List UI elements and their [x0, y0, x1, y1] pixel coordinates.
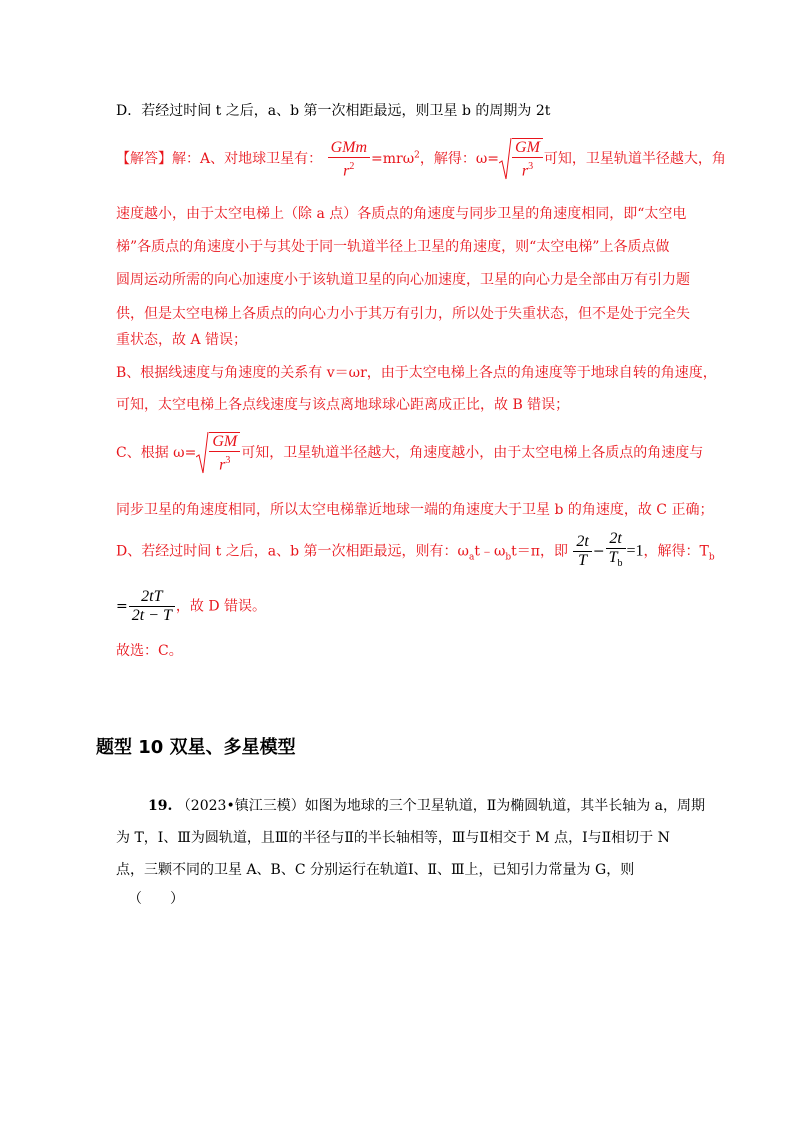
- answer-line-10: 同步卫星的角速度相同，所以太空电梯靠近地球一端的角速度大于卫星 b 的角速度，故 C 正确；: [116, 502, 714, 518]
- question-number: 19.: [148, 798, 173, 814]
- answer-line-7: B、根据线速度与角速度的关系有 v＝ωr，由于太空电梯上各点的角速度等于地球自转的角速度，: [116, 365, 717, 381]
- sqrt-gm-r3: $\frac{GM}{r^3}$: [499, 138, 544, 180]
- fraction-gmm-r2: $\frac{\text{GMm}}{r^2}$: [328, 139, 370, 180]
- answer-tag: 【解答】: [116, 151, 172, 168]
- answer-line-1: 【解答】解：A、对地球卫星有： $\frac{\text{GMm}}{r^2}$ =mrω$^2$，解得：ω= $\frac{GM}{r^3}$ 可知，卫星轨道半径越大，角: [116, 138, 726, 180]
- answer-line-6: 重状态，故 A 错误；: [116, 332, 248, 348]
- answer-line-11: D、若经过时间 t 之后，a、b 第一次相距最远，则有：$\omega_at﹣\omega_bt=\pi$，即 $\frac{2t}{T}$ − $\frac{2t}{T_b}$ =1，解得：$T_b$: [116, 530, 715, 573]
- question-line-3: 点，三颗不同的卫星 A、B、C 分别运行在轨道Ⅰ、Ⅱ、Ⅲ上，已知引力常量为 G，则: [116, 862, 635, 878]
- question-line-2: 为 T，Ⅰ、Ⅲ为圆轨道，且Ⅲ的半径与Ⅱ的半长轴相等，Ⅲ与Ⅱ相交于 M 点，Ⅰ与Ⅱ相切于 N: [116, 830, 670, 846]
- answer-line-8: 可知，太空电梯上各点线速度与该点离地球球心距离成正比，故 B 错误；: [116, 397, 570, 413]
- answer-line-3: 梯”各质点的角速度小于与其处于同一轨道半径上卫星的角速度，则“太空电梯”上各质点做: [116, 239, 670, 255]
- answer-line-13: 故选：C。: [116, 643, 183, 659]
- fraction-2t-Tb: $\frac{2t}{T_b}$: [606, 530, 626, 573]
- answer-line-4: 圆周运动所需的向心加速度小于该轨道卫星的向心加速度，卫星的向心力是全部由万有引力题: [116, 272, 690, 288]
- question-line-4: （ ）: [128, 891, 184, 907]
- answer-line-12: = $\frac{2tT}{2t - T}$ ，故 D 错误。: [116, 588, 266, 624]
- question-line-1: 19. （2023•镇江三模）如图为地球的三个卫星轨道，Ⅱ为椭圆轨道，其半长轴为 a，周期: [148, 798, 706, 814]
- section-heading: 题型 10 双星、多星模型: [96, 737, 296, 758]
- answer-line-5: 供，但是太空电梯上各质点的向心力小于其万有引力，所以处于失重状态，但不是处于完全失: [116, 306, 690, 322]
- answer-line-2: 速度越小，由于太空电梯上（除 a 点）各质点的角速度与同步卫星的角速度相同，即“太空电: [116, 206, 687, 222]
- answer-line-9: C、根据 ω= $\frac{GM}{r^3}$ 可知，卫星轨道半径越大，角速度越小，由于太空电梯上各质点的角速度与: [116, 433, 704, 474]
- fraction-2tT: $\frac{2tT}{2t - T}$: [129, 588, 175, 625]
- sqrt-gm-r3-c: $\frac{GM}{r^3}$: [196, 432, 241, 474]
- option-d: D．若经过时间 t 之后，a、b 第一次相距最远，则卫星 b 的周期为 2t: [116, 103, 551, 119]
- fraction-2t-T: $\frac{2t}{T}$: [573, 533, 591, 570]
